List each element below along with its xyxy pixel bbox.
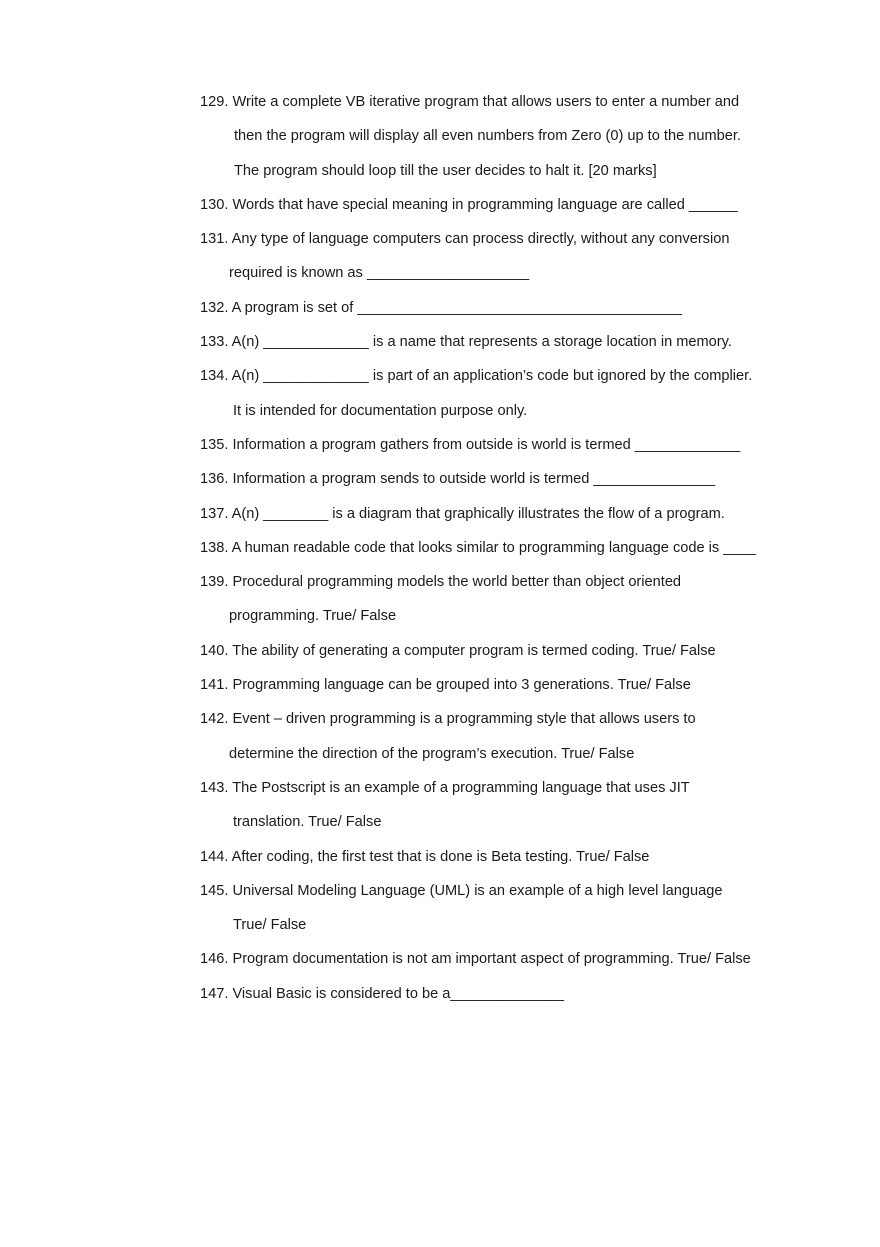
- question-140: 140. The ability of generating a computer program is termed coding. True/ False: [200, 642, 716, 659]
- question-145-line-2: True/ False: [233, 917, 307, 934]
- question-139-line-1: 139. Procedural programming models the world better than object oriented: [200, 574, 682, 591]
- question-137: 137. A(n) ________ is a diagram that graphically illustrates the flow of a program.: [200, 505, 725, 522]
- question-134-line-1: 134. A(n) _____________ is part of an application’s code but ignored by the complier.: [200, 368, 753, 385]
- question-142-line-1: 142. Event – driven programming is a programming style that allows users to: [200, 711, 696, 728]
- question-143-line-1: 143. The Postscript is an example of a programming language that uses JIT: [200, 779, 690, 796]
- question-131-line-1: 131. Any type of language computers can process directly, without any conversion: [200, 231, 730, 248]
- question-147: 147. Visual Basic is considered to be a______________: [200, 985, 565, 1002]
- question-145-line-1: 145. Universal Modeling Language (UML) is an example of a high level language: [200, 882, 723, 899]
- question-144: 144. After coding, the first test that is done is Beta testing. True/ False: [200, 848, 650, 865]
- question-133: 133. A(n) _____________ is a name that represents a storage location in memory.: [200, 334, 732, 351]
- question-135: 135. Information a program gathers from outside is world is termed _____________: [200, 436, 741, 453]
- question-136: 136. Information a program sends to outside world is termed _______________: [200, 471, 716, 488]
- question-139-line-2: programming. True/ False: [229, 608, 397, 625]
- question-129-line-1: 129. Write a complete VB iterative program that allows users to enter a number and: [200, 94, 740, 110]
- question-list: [200, 89, 800, 1015]
- question-131-line-2: required is known as ____________________: [229, 265, 530, 282]
- question-146: 146. Program documentation is not am important aspect of programming. True/ False: [200, 951, 751, 968]
- question-129-line-3: The program should loop till the user decides to halt it. [20 marks]: [234, 162, 657, 179]
- question-143-line-2: translation. True/ False: [233, 814, 382, 831]
- question-142-line-2: determine the direction of the program’s execution. True/ False: [229, 745, 635, 762]
- question-141: 141. Programming language can be grouped into 3 generations. True/ False: [200, 677, 691, 694]
- question-130: 130. Words that have special meaning in programming language are called ______: [200, 196, 738, 213]
- question-138: 138. A human readable code that looks similar to programming language code is ____: [200, 539, 756, 556]
- question-129-line-2: then the program will display all even numbers from Zero (0) up to the number.: [234, 128, 741, 145]
- question-132: 132. A program is set of ________________________________________: [200, 299, 683, 316]
- question-134-line-2: It is intended for documentation purpose only.: [233, 402, 528, 419]
